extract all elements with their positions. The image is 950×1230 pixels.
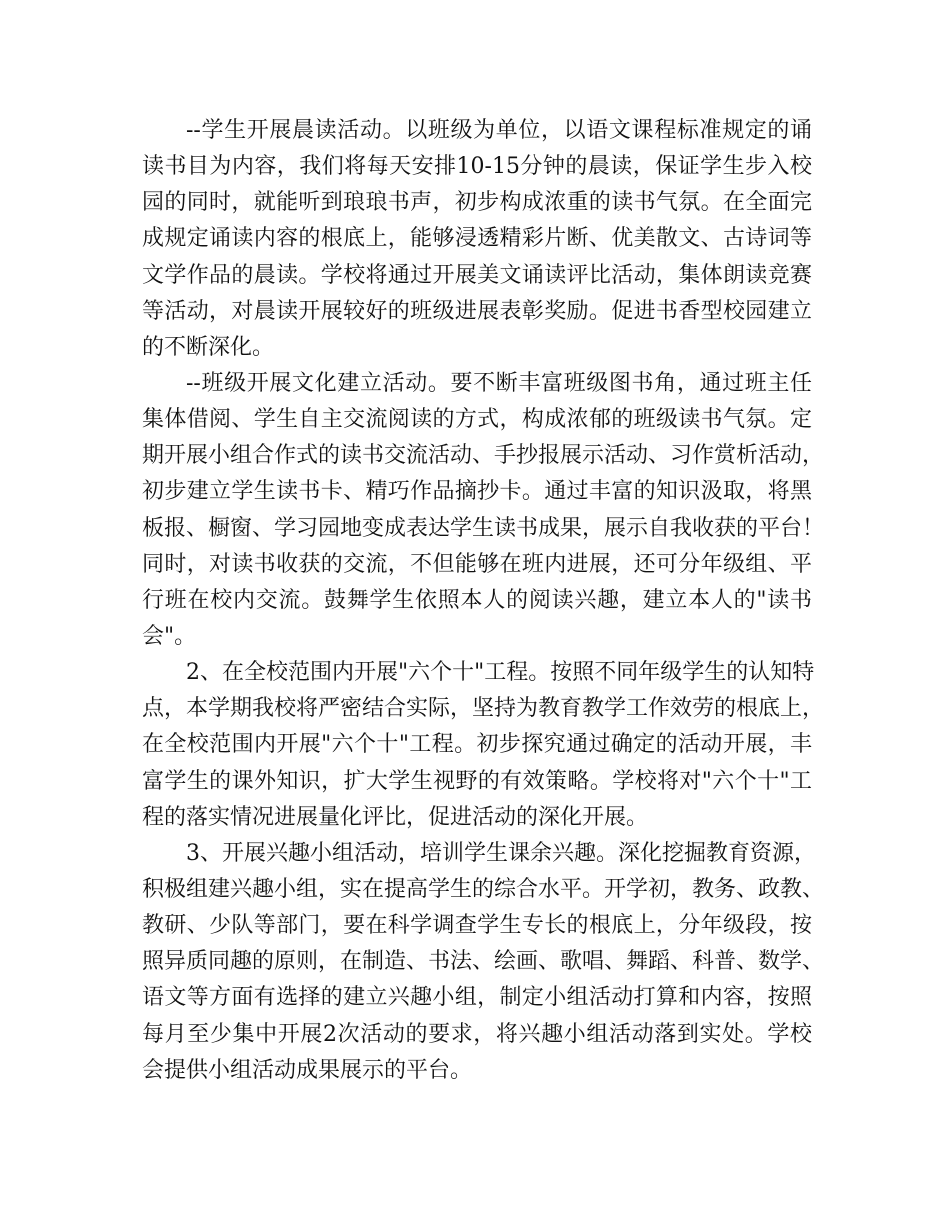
text-line: 同时，对读书收获的交流，不但能够在班内进展，还可分年级组、平: [142, 551, 812, 577]
text-line: 园的同时，就能听到琅琅书声，初步构成浓重的读书气氛。在全面完: [142, 190, 812, 216]
text-line: 等活动，对晨读开展较好的班级进展表彰奖励。促进书香型校园建立: [142, 298, 812, 324]
text-line: 教研、少队等部门，要在科学调查学生专长的根底上，分年级段，按: [142, 913, 812, 939]
text-line: 的不断深化。: [142, 334, 275, 360]
text-line: 初步建立学生读书卡、精巧作品摘抄卡。通过丰富的知识汲取，将黑: [142, 479, 812, 505]
text-line: 富学生的课外知识，扩大学生视野的有效策略。学校将对"六个十"工: [142, 768, 812, 794]
text-line: 照异质同趣的原则，在制造、书法、绘画、歌唱、舞蹈、科普、数学、: [142, 949, 825, 975]
text-line: 在全校范围内开展"六个十"工程。初步探究通过确定的活动开展，丰: [142, 732, 812, 758]
text-line: 程的落实情况进展量化评比，促进活动的深化开展。: [142, 804, 649, 830]
text-line: 每月至少集中开展2次活动的要求，将兴趣小组活动落到实处。学校: [142, 1021, 812, 1047]
text-line: 行班在校内交流。鼓舞学生依照本人的阅读兴趣，建立本人的"读书: [142, 587, 812, 613]
text-line: 会提供小组活动成果展示的平台。: [142, 1057, 473, 1083]
text-line: 读书目为内容，我们将每天安排10-15分钟的晨读，保证学生步入校: [142, 154, 812, 180]
text-line: 文学作品的晨读。学校将通过开展美文诵读评比活动，集体朗读竞赛: [142, 262, 812, 288]
text-line: 点，本学期我校将严密结合实际，坚持为教育教学工作效劳的根底上，: [142, 696, 825, 722]
text-line: 成规定诵读内容的根底上，能够浸透精彩片断、优美散文、古诗词等: [142, 226, 812, 252]
text-line: 会"。: [142, 623, 197, 649]
document-page: [142, 113, 825, 1089]
text-line: 集体借阅、学生自主交流阅读的方式，构成浓郁的班级读书气氛。定: [142, 407, 812, 433]
text-line: 2、在全校范围内开展"六个十"工程。按照不同年级学生的认知特: [186, 660, 815, 686]
text-line: 期开展小组合作式的读书交流活动、手抄报展示活动、习作赏析活动，: [142, 443, 825, 469]
text-line: 积极组建兴趣小组，实在提高学生的综合水平。开学初，教务、政教、: [142, 876, 825, 902]
text-line: --学生开展晨读活动。以班级为单位，以语文课程标准规定的诵: [186, 118, 812, 143]
text-line: 3、开展兴趣小组活动，培训学生课余兴趣。深化挖掘教育资源，: [186, 840, 816, 866]
text-line: 板报、橱窗、学习园地变成表达学生读书成果，展示自我收获的平台！: [142, 515, 825, 541]
paragraph-morning-reading: [142, 113, 812, 366]
paragraph-six-tens-project: [142, 655, 825, 836]
text-line: 语文等方面有选择的建立兴趣小组，制定小组活动打算和内容，按照: [142, 985, 812, 1011]
paragraph-class-culture: [142, 366, 825, 655]
paragraph-interest-groups: [142, 836, 825, 1089]
text-line: --班级开展文化建立活动。要不断丰富班级图书角，通过班主任: [186, 370, 812, 396]
